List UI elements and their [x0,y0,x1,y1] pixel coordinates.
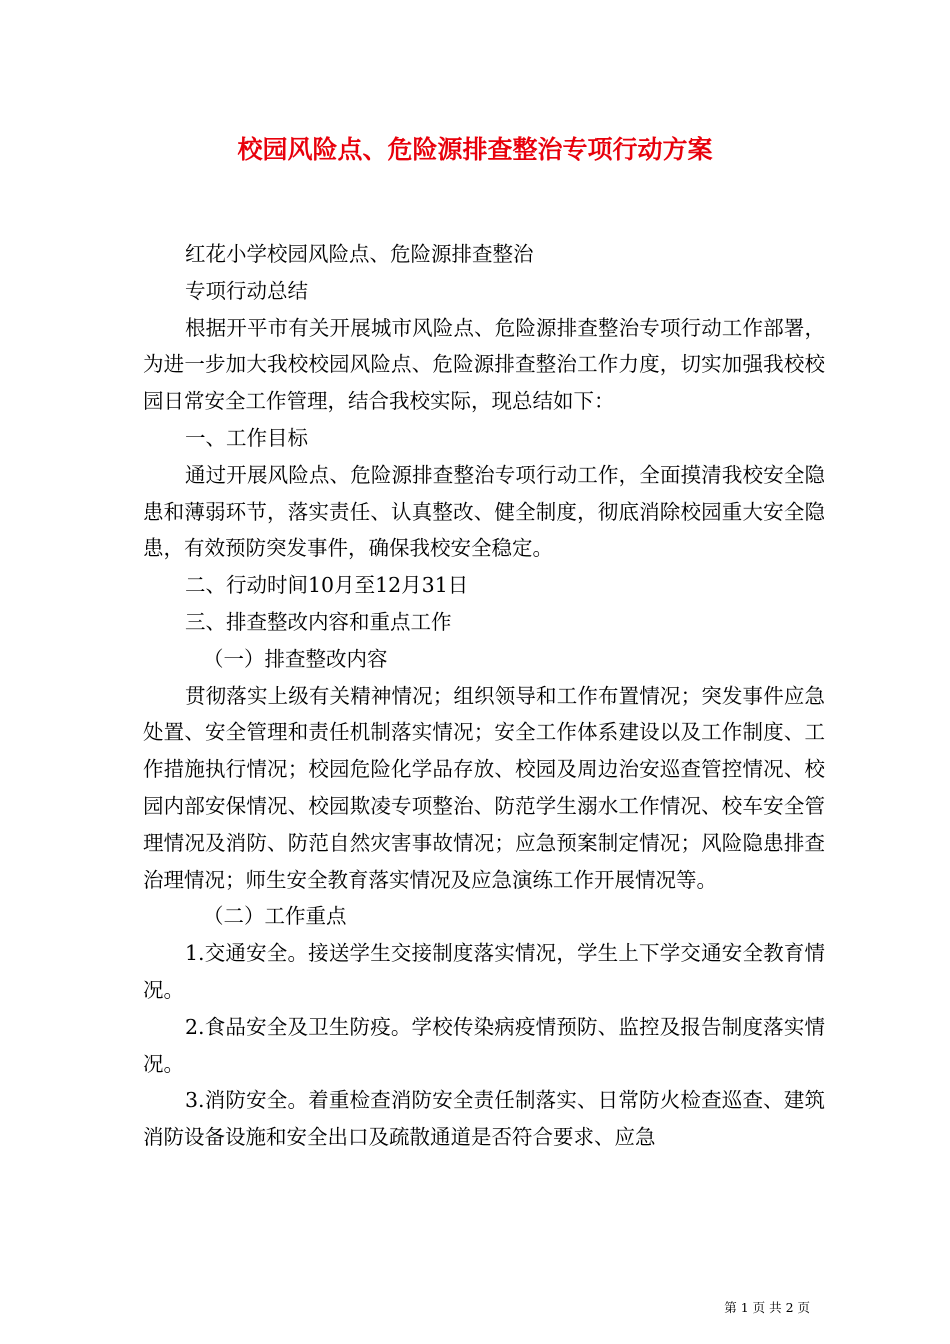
document-body [143,236,825,1156]
section-heading-goals: 一、工作目标 [185,425,308,450]
section-heading-content: 三、排查整改内容和重点工作 [185,609,452,634]
paragraph-food-safety: 2.食品安全及卫生防疫。学校传染病疫情预防、监控及报告制度落实情况。 [143,1014,825,1076]
paragraph-fire-safety: 3.消防安全。着重检查消防安全责任制落实、日常防火检查巡查、建筑消防设备设施和安全出口及疏散通道是否符合要求、应急 [143,1088,825,1150]
page-number: 第 1 页 共 2 页 [724,1300,810,1315]
section-heading-time: 二、行动时间10月至12月31日 [185,573,469,598]
paragraph-goals: 通过开展风险点、危险源排查整治专项行动工作，全面摸清我校安全隐患和薄弱环节，落实责任、认真整改、健全制度，彻底消除校园重大安全隐患，有效预防突发事件，确保我校安全稳定。 [143,462,825,561]
paragraph-traffic-safety: 1.交通安全。接送学生交接制度落实情况，学生上下学交通安全教育情况。 [143,941,825,1002]
subsection-heading-focus: （二）工作重点 [203,904,347,929]
paragraph-school-name: 红花小学校园风险点、危险源排查整治 [185,242,534,266]
subsection-heading-content: （一）排查整改内容 [203,646,388,671]
paragraph-summary-heading: 专项行动总结 [185,278,308,303]
document-title: 校园风险点、危险源排查整治专项行动方案 [237,135,713,164]
paragraph-content: 贯彻落实上级有关精神情况；组织领导和工作布置情况；突发事件应急处置、安全管理和责任机制落实情况；安全工作体系建设以及工作制度、工作措施执行情况；校园危险化学品存放、校园及周边治安巡查管控情况、校园内部安保情况、校园欺凌专项整治、防范学生溺水工作情况、校车安全管理情况及消防、防范自然灾害事故情况；应急预案制定情况；风险隐患排查治理情况；师生安全教育落实情况及应急演练工作开展情况等。 [143,683,825,892]
paragraph-intro: 根据开平市有关开展城市风险点、危险源排查整治专项行动工作部署，为进一步加大我校校园风险点、危险源排查整治工作力度，切实加强我校校园日常安全工作管理，结合我校实际，现总结如下： [143,315,825,414]
